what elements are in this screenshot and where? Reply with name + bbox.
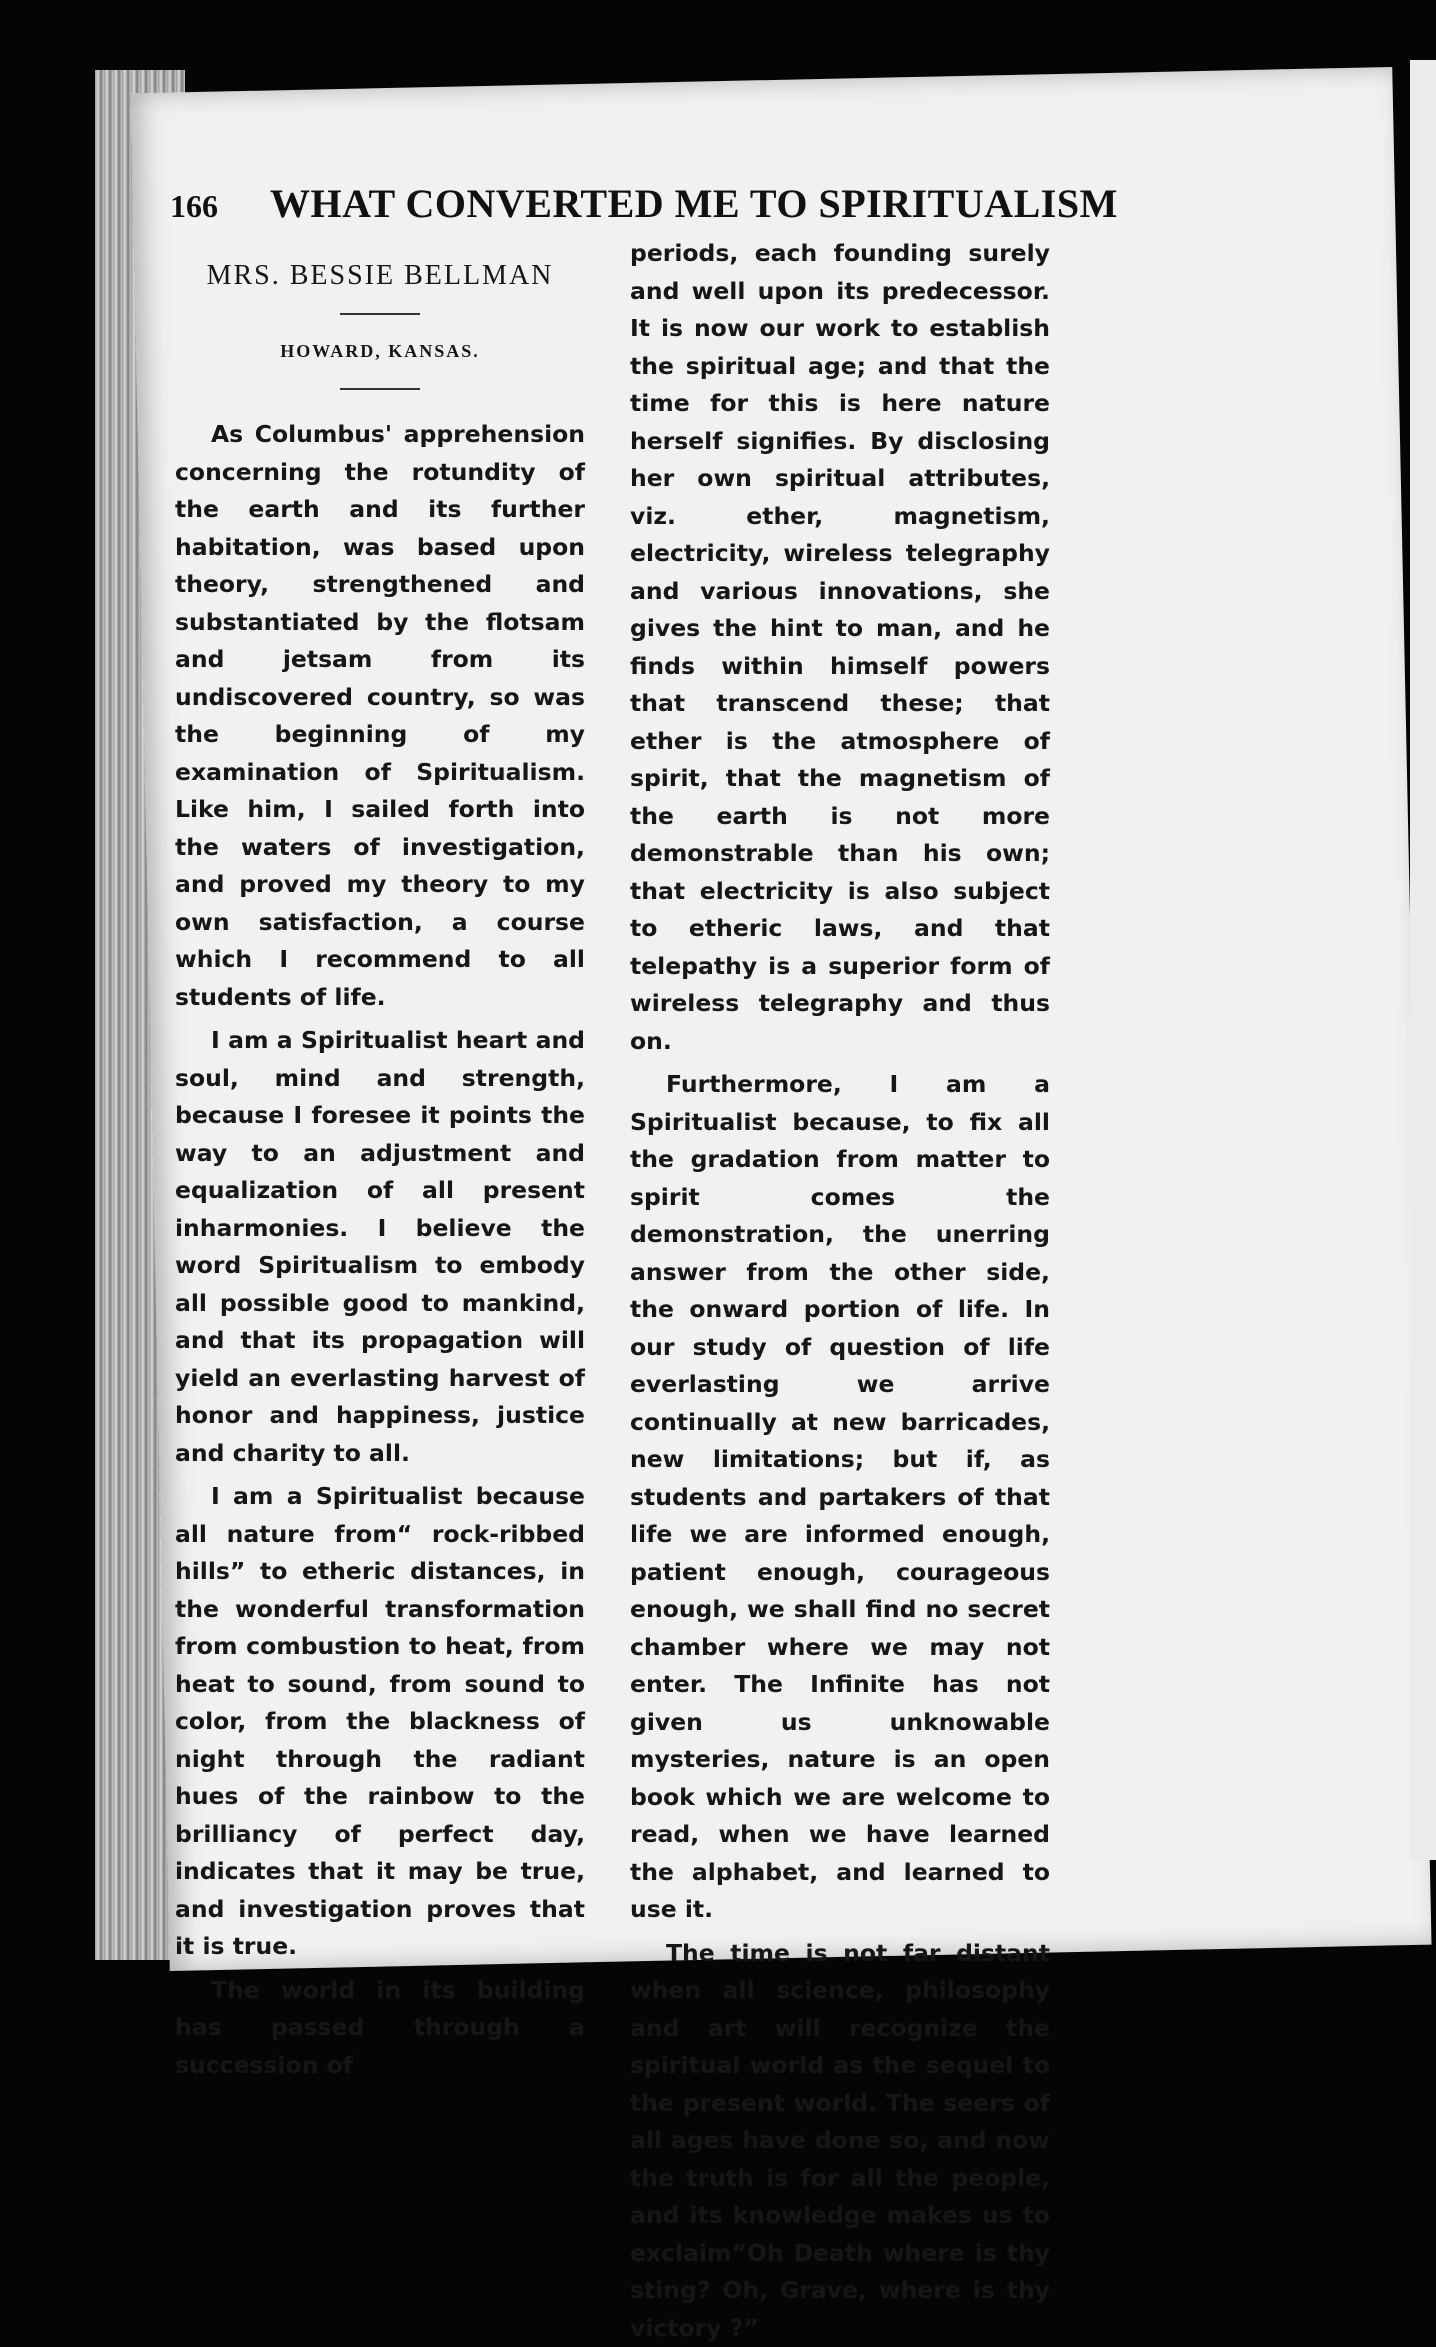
paragraph: The time is not far distant when all science, philosophy and art will recognize the spiritual world as the sequel to the present world. The seers of all ages have done so, and now the truth is for all the people, and its knowledge makes us to exclaim“Oh Death where is thy sting? Oh, Grave, where is thy victory ?” bbox=[630, 1935, 1050, 2347]
paragraph: I am a Spiritualist heart and soul, mind and strength, because I foresee it points the way to an adjustment and equalization of all present inharmonies. I believe the word Spiritualism to embody all possible good to mankind, and that its propagation will yield an everlasting harvest of honor and happiness, justice and charity to all. bbox=[175, 1022, 585, 1472]
paragraph: As Columbus' apprehension concerning the rotundity of the earth and its further habitation, was based upon theory, strengthened and substantiated by the flotsam and jetsam from its undiscovered country, so was the beginning of my examination of Spiritualism. Like him, I sailed forth into the waters of investigation, and proved my theory to my own satisfaction, a course which I recommend to all students of life. bbox=[175, 416, 585, 1016]
right-column bbox=[630, 235, 1050, 2347]
author-name: MRS. BESSIE BELLMAN bbox=[175, 257, 585, 295]
author-location: HOWARD, KANSAS. bbox=[175, 333, 585, 371]
divider-rule bbox=[340, 388, 420, 390]
paragraph: periods, each founding surely and well upon its predecessor. It is now our work to establish the spiritual age; and that the time for this is here nature herself signifies. By disclosing her own spiritual attributes, viz. ether, magnetism, electricity, wireless telegraphy and various innovations, she gives the hint to man, and he finds within himself powers that transcend these; that ether is the atmosphere of spirit, that the magnetism of the earth is not more demonstrable than his own; that electricity is also subject to etheric laws, and that telepathy is a superior form of wireless telegraphy and thus on. bbox=[630, 235, 1050, 1060]
divider-rule bbox=[340, 313, 420, 315]
facing-page-edge bbox=[1410, 60, 1436, 1860]
paragraph: I am a Spiritualist because all nature from“ rock-ribbed hills” to etheric distances, in the wonderful transformation from combustion to heat, from heat to sound, from sound to color, from the blackness of night through the radiant hues of the rainbow to the brilliancy of perfect day, indicates that it may be true, and investigation proves that it is true. bbox=[175, 1478, 585, 1966]
paragraph: The world in its building has passed through a succession of bbox=[175, 1972, 585, 2085]
left-column bbox=[175, 245, 585, 2084]
running-title: WHAT CONVERTED ME TO SPIRITUALISM bbox=[270, 180, 1118, 227]
page-number: 166 bbox=[170, 188, 270, 225]
paragraph: Furthermore, I am a Spiritualist because, to fix all the gradation from matter to spirit comes the demonstration, the unerring answer from the other side, the onward portion of life. In our study of question of life everlasting we arrive continually at new barricades, new limitations; but if, as students and partakers of that life we are informed enough, patient enough, courageous enough, we shall find no secret chamber where we may not enter. The Infinite has not given us unknowable mysteries, nature is an open book which we are welcome to read, when we have learned the alphabet, and learned to use it. bbox=[630, 1066, 1050, 1929]
